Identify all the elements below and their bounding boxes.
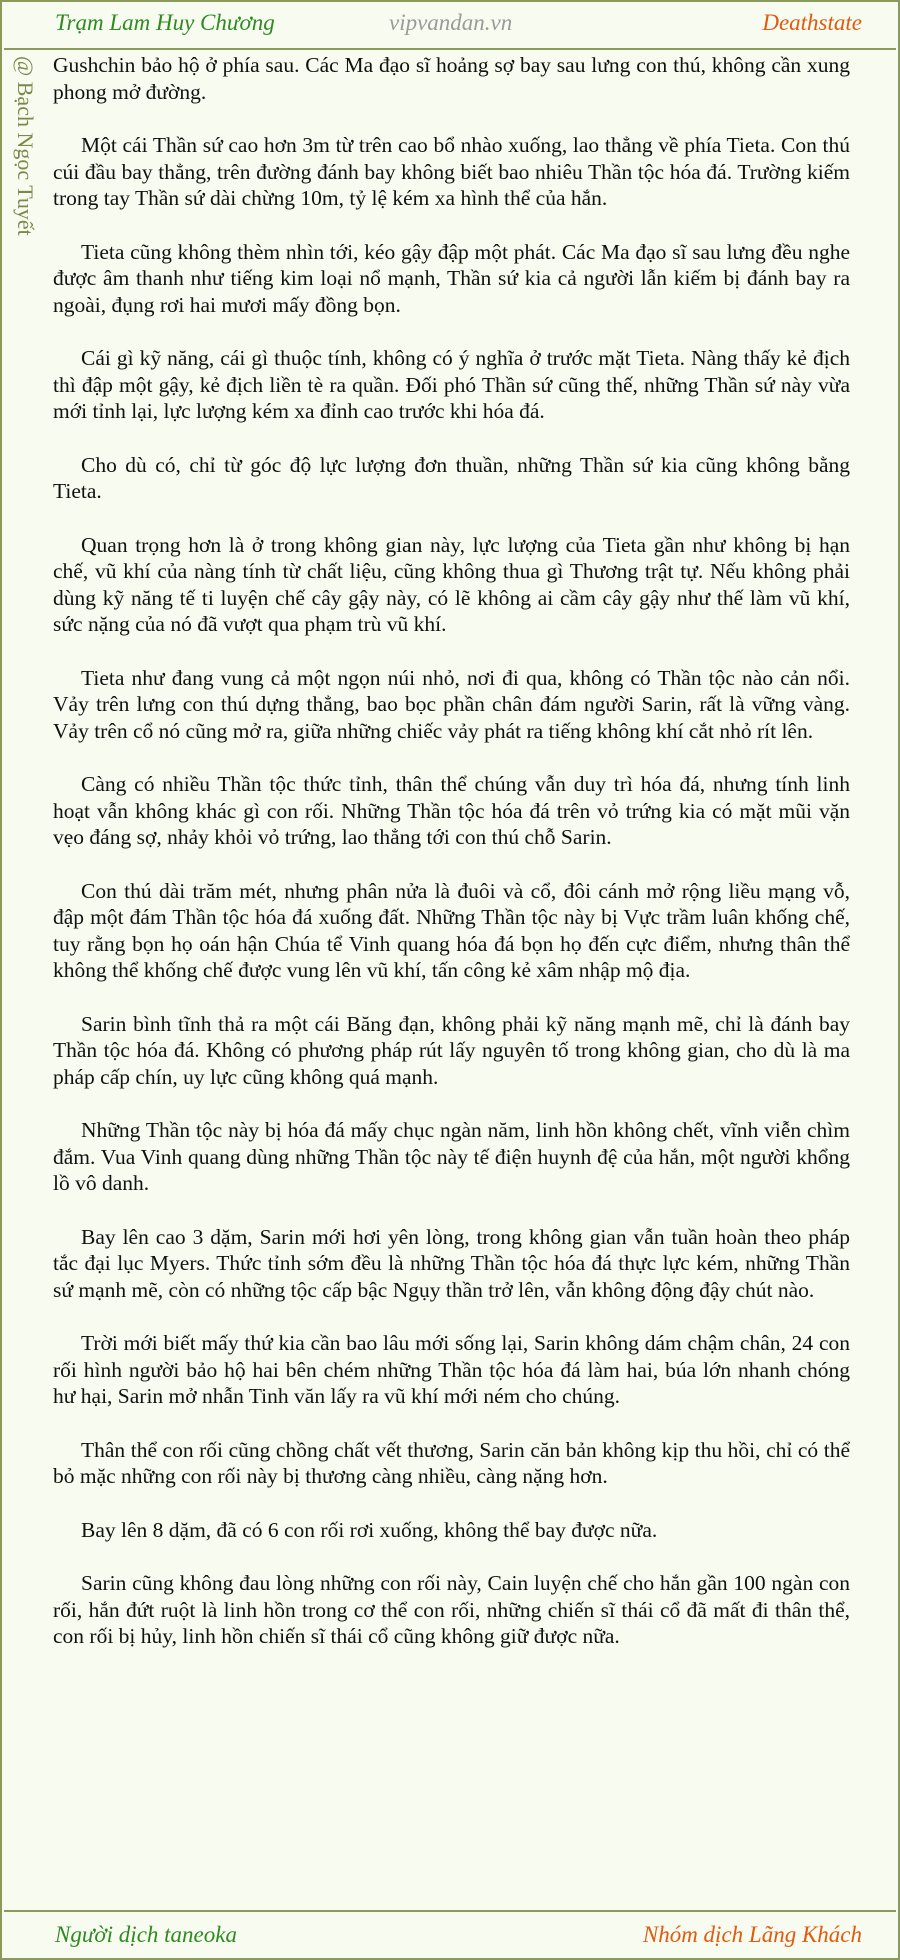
footer-translator: Người dịch taneoka <box>55 1922 237 1947</box>
paragraph: Thân thể con rối cũng chồng chất vết thương, Sarin căn bản không kịp thu hồi, chỉ có thể bỏ mặc những con rối này bị thương càng nhiều, càng nặng hơn. <box>53 1437 850 1488</box>
header-domain: vipvandan.vn <box>389 10 513 35</box>
paragraph: Trời mới biết mấy thứ kia cần bao lâu mới sống lại, Sarin không dám chậm chân, 24 con rối hình người bảo hộ hai bên chém những Thần tộc hóa đá làm hai, búa lớn nhanh chóng hư hại, Sarin mở nhẫn Tinh văn lấy ra vũ khí mới ném cho chúng. <box>53 1331 850 1408</box>
paragraph: Sarin cũng không đau lòng những con rối này, Cain luyện chế cho hắn gần 100 ngàn con rối, hắn đứt ruột là linh hồn trong cơ thể con rối, những chiến sĩ thái cổ đã mất đi thân thể, con rối bị hủy, linh hồn chiến sĩ thái cổ cũng không giữ được nữa. <box>53 1571 850 1648</box>
paragraph: Tieta như đang vung cả một ngọn núi nhỏ, nơi đi qua, không có Thần tộc nào cản nổi. Vảy trên lưng con thú dựng thẳng, bao bọc phần chân đám người Sarin, rất là vững vàng. Vảy trên cổ nó cũng mở ra, giữa những chiếc vảy phát ra tiếng không khí cắt nhỏ rít lên. <box>53 665 850 743</box>
paragraph: Càng có nhiều Thần tộc thức tỉnh, thân thể chúng vẫn duy trì hóa đá, nhưng tính linh hoạt vẫn không khác gì con rối. Những Thần tộc hóa đá trên vỏ trứng kia có mặt mũi vặn vẹo đáng sợ, nhảy khỏi vỏ trứng, lao thẳng tới con thú chỗ Sarin. <box>53 772 850 849</box>
paragraph: Những Thần tộc này bị hóa đá mấy chục ngàn năm, linh hồn không chết, vĩnh viễn chìm đắm. Vua Vinh quang dùng những Thần tộc này tế điện huynh đệ của hắn, một người khổng lồ vô danh. <box>53 1118 850 1195</box>
footer-translation-group: Nhóm dịch Lãng Khách <box>642 1922 862 1947</box>
paragraph: Sarin bình tĩnh thả ra một cái Băng đạn, không phải kỹ năng mạnh mẽ, chỉ là đánh bay Thần tộc hóa đá. Không có phương pháp rút lấy nguyên tố trong không gian, cho dù là ma pháp cấp chín, uy lực cũng không quá mạnh. <box>53 1011 850 1089</box>
paragraph: Bay lên 8 dặm, đã có 6 con rối rơi xuống, không thể bay được nữa. <box>81 1517 658 1542</box>
paragraph: Con thú dài trăm mét, nhưng phân nửa là đuôi và cổ, đôi cánh mở rộng liều mạng vỗ, đập một đám Thần tộc hóa đá xuống đất. Những Thần tộc này bị Vực trầm luân khống chế, tuy rằng bọn họ oán hận Chúa tể Vinh quang hóa đá bọn họ đến cực điểm, nhưng thân thể không thể khống chế được vung lên vũ khí, tấn công kẻ xâm nhập mộ địa. <box>53 878 850 982</box>
sidebar-watermark: @ Bạch Ngọc Tuyết <box>13 56 38 236</box>
paragraph: Gushchin bảo hộ ở phía sau. Các Ma đạo sĩ hoảng sợ bay sau lưng con thú, không cần xung phong mở đường. <box>53 53 850 104</box>
page-footer <box>4 1910 896 1958</box>
paragraph: Tieta cũng không thèm nhìn tới, kéo gậy đập một phát. Các Ma đạo sĩ sau lưng đều nghe được âm thanh như tiếng kim loại nổ mạnh, Thần sứ kia cả người lẫn kiếm bị đánh bay ra ngoài, đụng rơi hai mươi mấy đồng bọn. <box>53 239 850 317</box>
paragraph: Bay lên cao 3 dặm, Sarin mới hơi yên lòng, trong không gian vẫn tuần hoàn theo pháp tắc đại lục Myers. Thức tỉnh sớm đều là những Thần tộc hóa đá thực lực kém, những Thần sứ mạnh mẽ, còn có những tộc cấp bậc Ngụy thần trở lên, vẫn không động đậy chút nào. <box>53 1224 850 1302</box>
header-book-title: Deathstate <box>762 10 862 35</box>
paragraph: Quan trọng hơn là ở trong không gian này, lực lượng của Tieta gần như không bị hạn chế, vũ khí của nàng tính từ chất liệu, cũng không thua gì Thương trật tự. Nếu không phải dùng kỹ năng tế ti luyện chế cây gậy này, có lẽ không ai cầm cây gậy như thế làm vũ khí, sức nặng của nó đã vượt qua phạm trù vũ khí. <box>53 532 850 636</box>
chapter-content <box>53 52 850 1677</box>
paragraph: Cho dù có, chỉ từ góc độ lực lượng đơn thuần, những Thần sứ kia cũng không bằng Tieta. <box>53 452 850 503</box>
page-header <box>4 2 896 50</box>
paragraph: Cái gì kỹ năng, cái gì thuộc tính, không có ý nghĩa ở trước mặt Tieta. Nàng thấy kẻ địch thì đập một gậy, kẻ địch liền tè ra quần. Đối phó Thần sứ cũng thế, những Thần sứ này vừa mới tỉnh lại, lực lượng kém xa đỉnh cao trước khi hóa đá. <box>53 346 850 423</box>
paragraph: Một cái Thần sứ cao hơn 3m từ trên cao bổ nhào xuống, lao thẳng về phía Tieta. Con thú cúi đầu bay thẳng, trên đường đánh bay không biết bao nhiêu Thần tộc hóa đá. Trường kiếm trong tay Thần sứ dài chừng 10m, tỷ lệ kém xa hình thể của hắn. <box>53 133 850 210</box>
header-site-name: Trạm Lam Huy Chương <box>55 10 275 35</box>
